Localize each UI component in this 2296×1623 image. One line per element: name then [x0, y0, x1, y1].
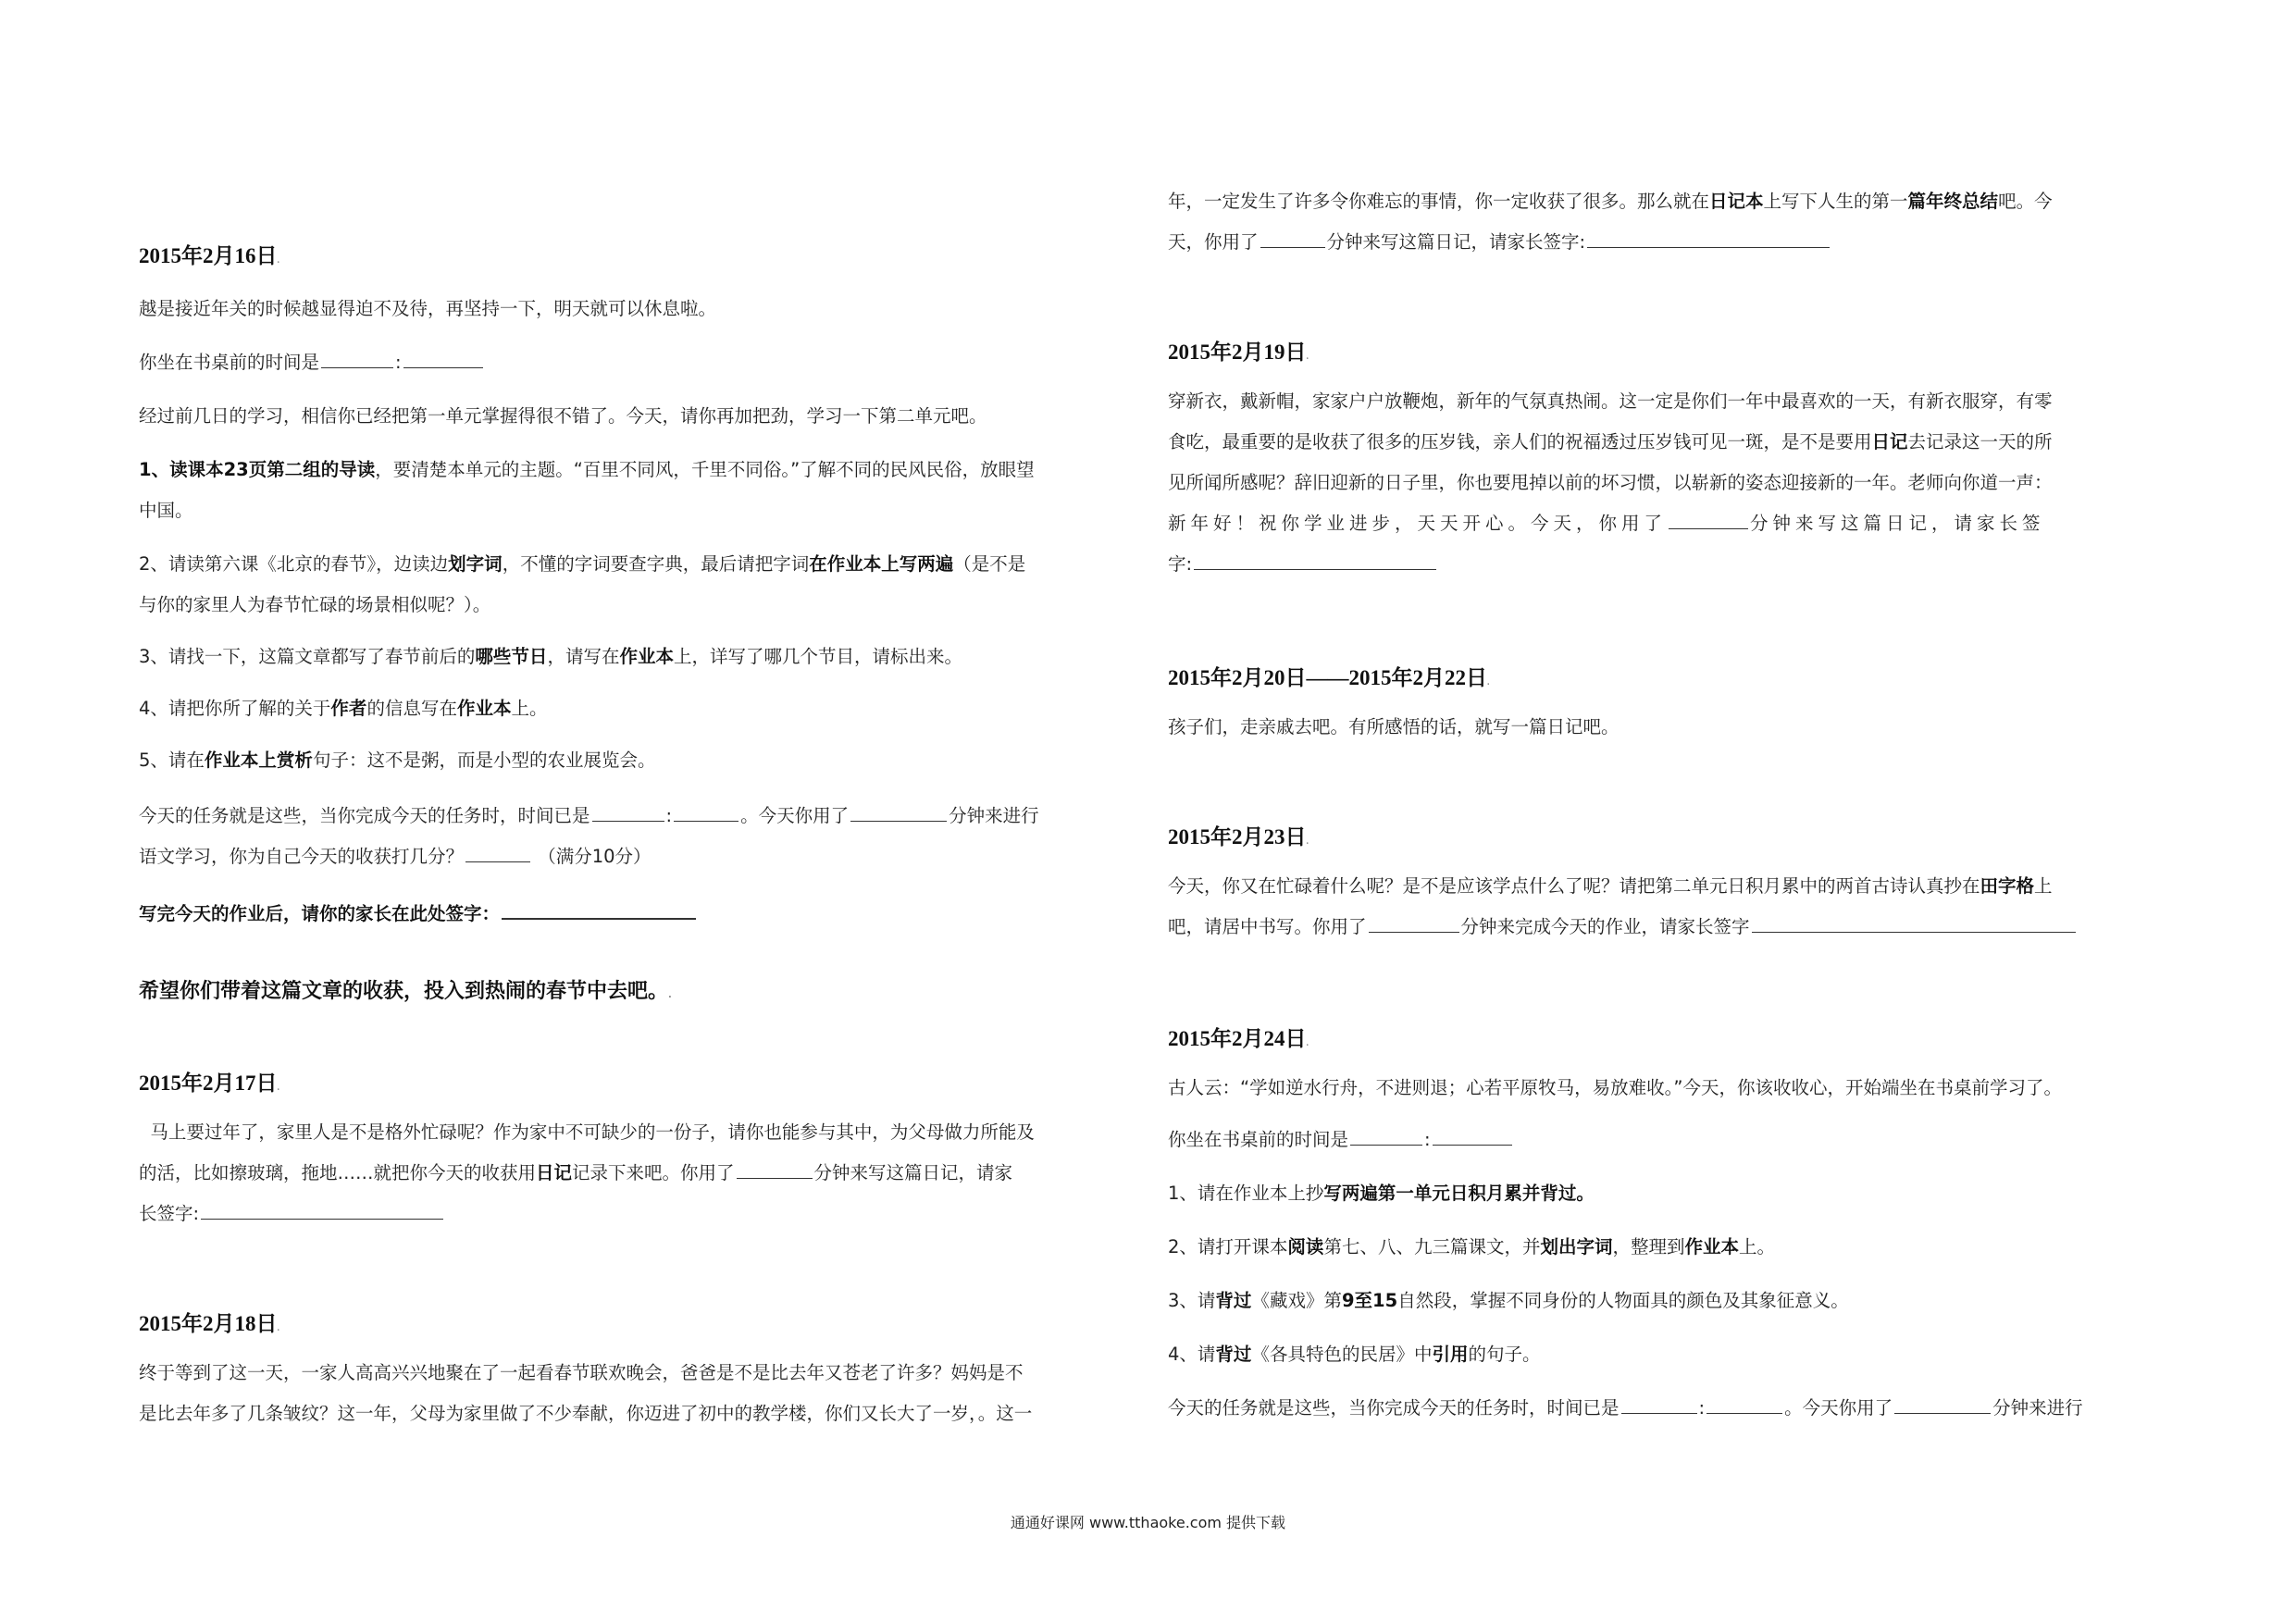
- end-hour-blank[interactable]: [592, 800, 664, 822]
- hour-blank[interactable]: [321, 347, 393, 368]
- end-minute-blank[interactable]: [674, 800, 738, 822]
- parent-signature-0223[interactable]: [1752, 911, 2076, 933]
- task-item-4: 4、请把你所了解的关于作者的信息写在作业本上。: [139, 698, 548, 719]
- task-item-0224-2: 2、请打开课本阅读第七、八、九三篇课文，并划出字词，整理到作业本上。: [1168, 1236, 1776, 1258]
- minutes-blank-0223[interactable]: [1369, 911, 1459, 933]
- end-minute-blank-0224[interactable]: [1706, 1393, 1782, 1414]
- minutes-blank-0219[interactable]: [1669, 508, 1748, 529]
- time-at-desk-0216: 你坐在书桌前的时间是 :: [139, 342, 1148, 383]
- parent-signature-0219[interactable]: [1194, 549, 1436, 570]
- minute-blank[interactable]: [403, 347, 483, 368]
- date-heading-0220-0222: 2015年2月20日——2015年2月22日.: [1168, 666, 1490, 689]
- paragraph-0224: 古人云：“学如逆水行舟，不进则退；心若平原牧马，易放难收。”今天，你该收收心，开始端坐在书桌前学习了。: [1168, 1077, 2062, 1098]
- paragraph-0223: 今天，你又在忙碌着什么呢？是不是应该学点什么了呢？请把第二单元日积月累中的两首古诗认真抄在田字格上 吧，请居中书写。你用了 分钟来完成今天的作业，请家长签字: [1168, 866, 2177, 948]
- end-hour-blank-0224[interactable]: [1621, 1393, 1697, 1414]
- paragraph-0217: 马上要过年了，家里人是不是格外忙碌呢？作为家中不可缺少的一份子，请你也能参与其中，为父母做力所能及 的活，比如擦玻璃，拖地……就把你今天的收获用日记记录下来吧。你用了 分钟来写这篇日记，请家 长签字:: [139, 1121, 1035, 1224]
- task-item-2: 2、请读第六课《北京的春节》，边读边划字词，不懂的字词要查字典，最后请把字词在作业本上写两遍（是不是 与你的家里人为春节忙碌的场景相似呢？）。: [139, 553, 1026, 615]
- date-heading-0219: 2015年2月19日.: [1168, 341, 1309, 364]
- task-item-3: 3、请找一下，这篇文章都写了春节前后的哪些节日，请写在作业本上，详写了哪几个节目，请标出来。: [139, 646, 962, 667]
- closing-remark-0216: 希望你们带着这篇文章的收获，投入到热闹的春节中去吧。.: [139, 980, 672, 1003]
- task-item-1: 1、读课本23页第二组的导读，要清楚本单元的主题。“百里不同风，千里不同俗。”了解不同的民风民俗，放眼望 中国。: [139, 459, 1035, 521]
- task-item-5: 5、请在作业本上赏析句子：这不是粥，而是小型的农业展览会。: [139, 750, 656, 771]
- minute-blank-0224[interactable]: [1433, 1124, 1512, 1146]
- minutes-blank-0218[interactable]: [1260, 227, 1325, 248]
- task-item-0224-3: 3、请背过《藏戏》第9至15自然段，掌握不同身份的人物面具的颜色及其象征意义。: [1168, 1290, 1849, 1311]
- paragraph-0216: 经过前几日的学习，相信你已经把第一单元掌握得很不错了。今天，请你再加把劲，学习一下第二单元吧。: [139, 405, 987, 427]
- hour-blank-0224[interactable]: [1350, 1124, 1422, 1146]
- score-blank[interactable]: [465, 841, 530, 862]
- time-at-desk-0224: 你坐在书桌前的时间是 :: [1168, 1120, 2177, 1160]
- date-heading-0217: 2015年2月17日.: [139, 1072, 279, 1095]
- date-heading-0218: 2015年2月18日.: [139, 1312, 279, 1335]
- paragraph-0220: 孩子们，走亲戚去吧。有所感悟的话，就写一篇日记吧。: [1168, 716, 1620, 737]
- parent-signature-0217[interactable]: [201, 1198, 443, 1220]
- minutes-blank-0217[interactable]: [737, 1158, 813, 1179]
- minutes-used-blank[interactable]: [850, 800, 947, 822]
- minutes-used-blank-0224[interactable]: [1894, 1393, 1991, 1414]
- date-heading-0224: 2015年2月24日.: [1168, 1027, 1309, 1050]
- footer-source: 通通好课网 www.tthaoke.com 提供下载: [1010, 1514, 1286, 1531]
- task-summary-0224: 今天的任务就是这些，当你完成今天的任务时，时间已是 : 。今天你用了 分钟来进行: [1168, 1388, 2177, 1429]
- paragraph-0218-cont: 年，一定发生了许多令你难忘的事情，你一定收获了很多。那么就在日记本上写下人生的第一篇年终总结吧。今 天，你用了 分钟来写这篇日记，请家长签字:: [1168, 191, 2053, 253]
- parent-signature-0218[interactable]: [1587, 227, 1830, 248]
- date-heading-0216: 2015年2月16日.: [139, 244, 279, 267]
- task-item-0224-1: 1、请在作业本上抄写两遍第一单元日积月累并背过。: [1168, 1183, 1595, 1204]
- paragraph-0219: 穿新衣，戴新帽，家家户户放鞭炮，新年的气氛真热闹。这一定是你们一年中最喜欢的一天，有新衣服穿，有零 食吃，最重要的是收获了很多的压岁钱，亲人们的祝福透过压岁钱可见一斑，是不是要用日记去记录这一天的所 见所闻所感呢？辞旧迎新的日子里，你也要甩掉以前的坏习惯，以崭新的姿态迎接新的一年。老师向你道一声： 新年好！祝你学业进步，天天开心。今天，你用了 分钟来写这篇日记，请家长签 字:: [1168, 390, 2053, 575]
- task-item-0224-4: 4、请背过《各具特色的民居》中引用的句子。: [1168, 1344, 1541, 1365]
- parent-signature-line[interactable]: [502, 898, 696, 920]
- date-heading-0223: 2015年2月23日.: [1168, 825, 1309, 849]
- intro-0216: 越是接近年关的时候越显得迫不及待，再坚持一下，明天就可以休息啦。: [139, 298, 717, 319]
- paragraph-0218: 终于等到了这一天，一家人高高兴兴地聚在了一起看春节联欢晚会，爸爸是不是比去年又苍老了许多？妈妈是不 是比去年多了几条皱纹？这一年，父母为家里做了不少奉献，你迈进了初中的教学楼，你们又长大了一岁，。这一: [139, 1362, 1033, 1424]
- task-summary-0216: 今天的任务就是这些，当你完成今天的任务时，时间已是 : 。今天你用了 分钟来进行 语文学习，你为自己今天的收获打几分？ （满分10分）: [139, 796, 1148, 877]
- parent-sign-0216: 写完今天的作业后，请你的家长在此处签字：: [139, 894, 1148, 935]
